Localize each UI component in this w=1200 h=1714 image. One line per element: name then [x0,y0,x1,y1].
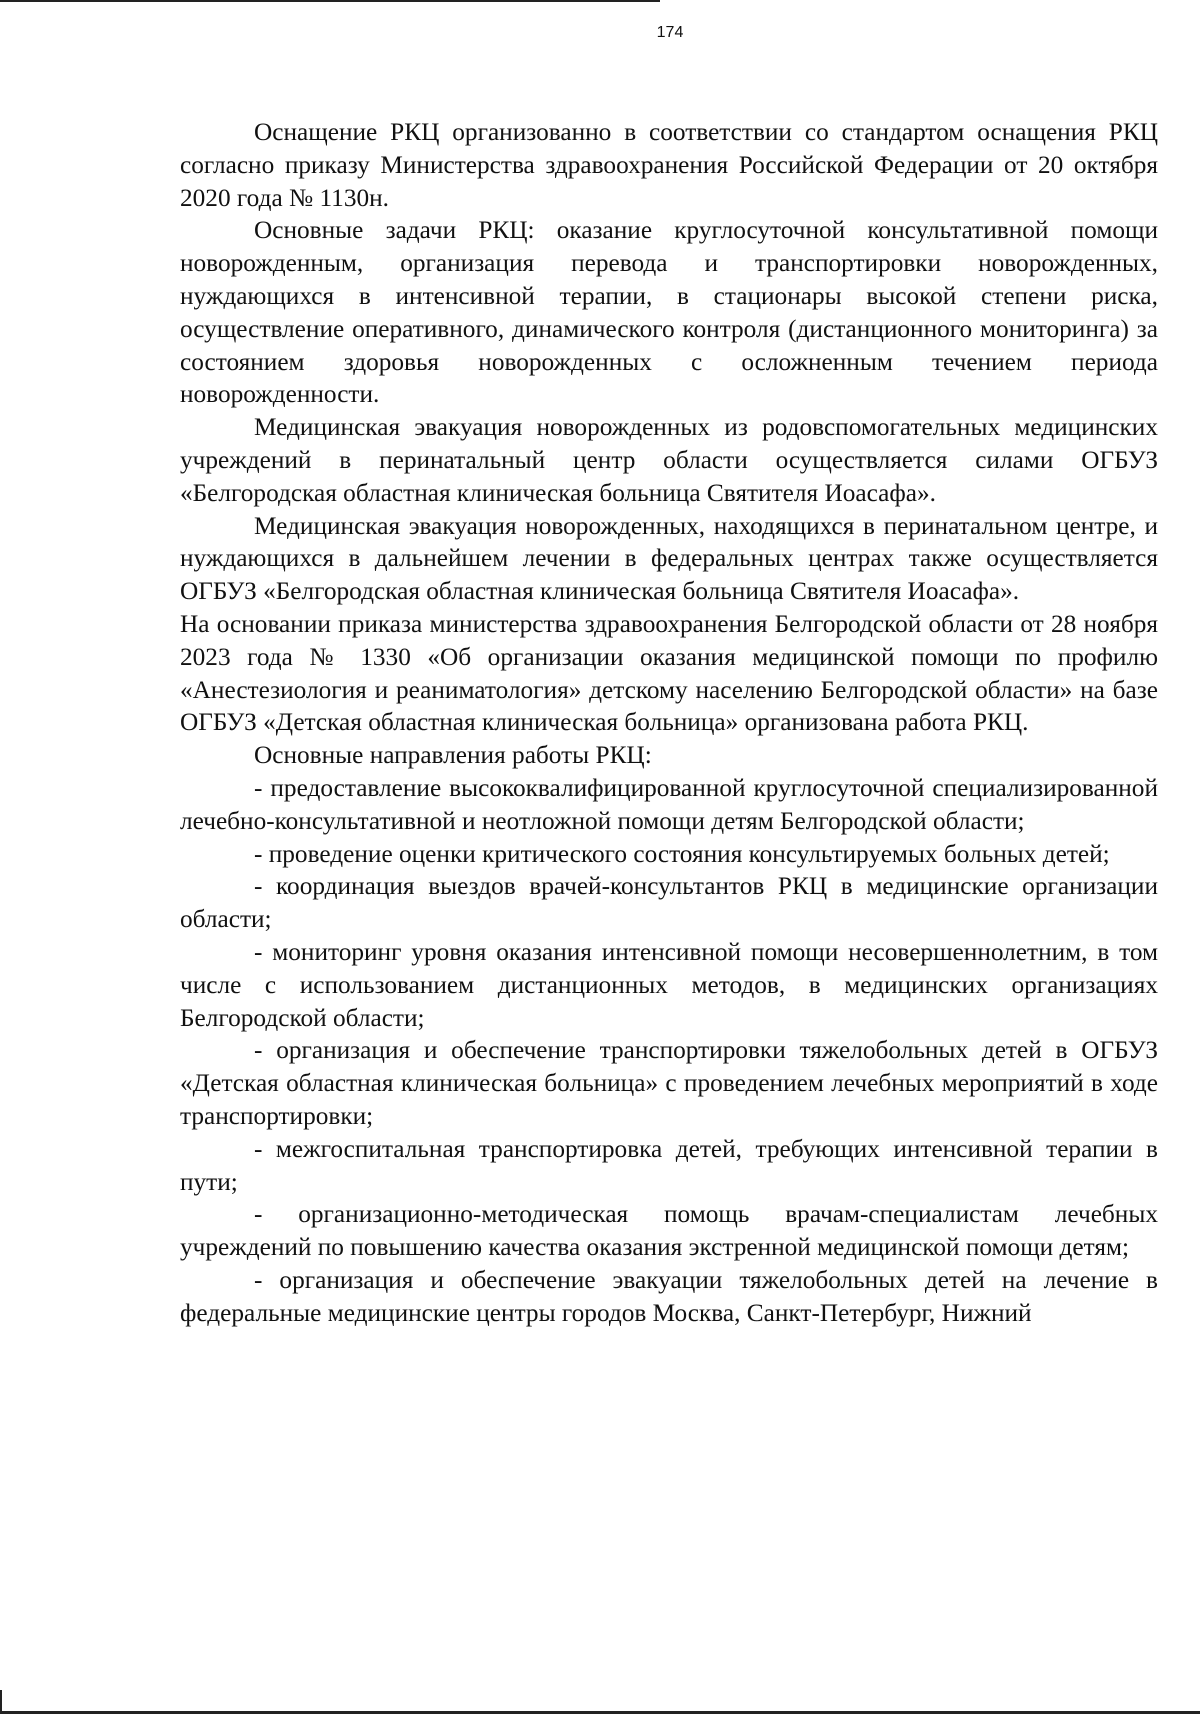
paragraph-evacuation-federal: Медицинская эвакуация новорожденных, находящихся в перинатальном центре, и нуждающихся в дальнейшем лечении в федеральных центрах также осуществляется ОГБУЗ «Белгородская областная клиническая больница Святителя Иоасафа». [180,511,1158,606]
list-item-direction-5: - организация и обеспечение транспортировки тяжелобольных детей в ОГБУЗ «Детская областная клиническая больница» с проведением лечебных мероприятий в ходе транспортировки; [180,1036,1158,1130]
paragraph-order-basis: На основании приказа министерства здравоохранения Белгородской области от 28 ноября 2023 года № 1330 «Об организации оказания медицинской помощи по профилю «Анестезиология и реаниматология» детскому населению Белгородской области» на базе ОГБУЗ «Детская областная клиническая больница» организована работа РКЦ. [180,609,1158,737]
scan-edge-top [0,0,660,2]
list-item-direction-1: - предоставление высококвалифицированной круглосуточной специализированной лечебно-консультативной и неотложной помощи детям Белгородской области; [180,773,1158,835]
list-item-direction-4: - мониторинг уровня оказания интенсивной помощи несовершеннолетним, в том числе с использованием дистанционных методов, в медицинских организациях Белгородской области; [180,937,1158,1032]
list-item-direction-2: - проведение оценки критического состояния консультируемых больных детей; [254,839,1110,868]
list-item-direction-7: - организационно-методическая помощь врачам-специалистам лечебных учреждений по повышению качества оказания экстренной медицинской помощи детям; [180,1200,1158,1262]
paragraph-main-tasks: Основные задачи РКЦ: оказание круглосуточной консультативной помощи новорожденным, организация перевода и транспортировки новорожденных, нуждающихся в интенсивной терапии, в стационары высокой степени риска, осуществление оперативного, динамического контроля (дистанционного мониторинга) за состоянием здоровья новорожденных с осложненным течением периода новорожденности. [180,216,1158,409]
list-item-direction-8: - организация и обеспечение эвакуации тяжелобольных детей на лечение в федеральные медицинские центры городов Москва, Санкт-Петербург, Нижний [180,1265,1158,1327]
paragraph-equipment: Оснащение РКЦ организованно в соответствии со стандартом оснащения РКЦ согласно приказу Министерства здравоохранения Российской Федерации от 20 октября 2020 года № 1130н. [180,118,1158,212]
document-body [180,116,1158,1329]
page-number: 174 [656,24,684,41]
list-item-direction-3: - координация выездов врачей-консультантов РКЦ в медицинские организации области; [180,872,1158,934]
list-item-direction-6: - межгоспитальная транспортировка детей, требующих интенсивной терапии в пути; [180,1134,1158,1196]
paragraph-evacuation-maternity: Медицинская эвакуация новорожденных из родовспомогательных медицинских учреждений в перинатальный центр области осуществляется силами ОГБУЗ «Белгородская областная клиническая больница Святителя Иоасафа». [180,413,1158,507]
paragraph-main-directions: Основные направления работы РКЦ: [254,741,652,770]
